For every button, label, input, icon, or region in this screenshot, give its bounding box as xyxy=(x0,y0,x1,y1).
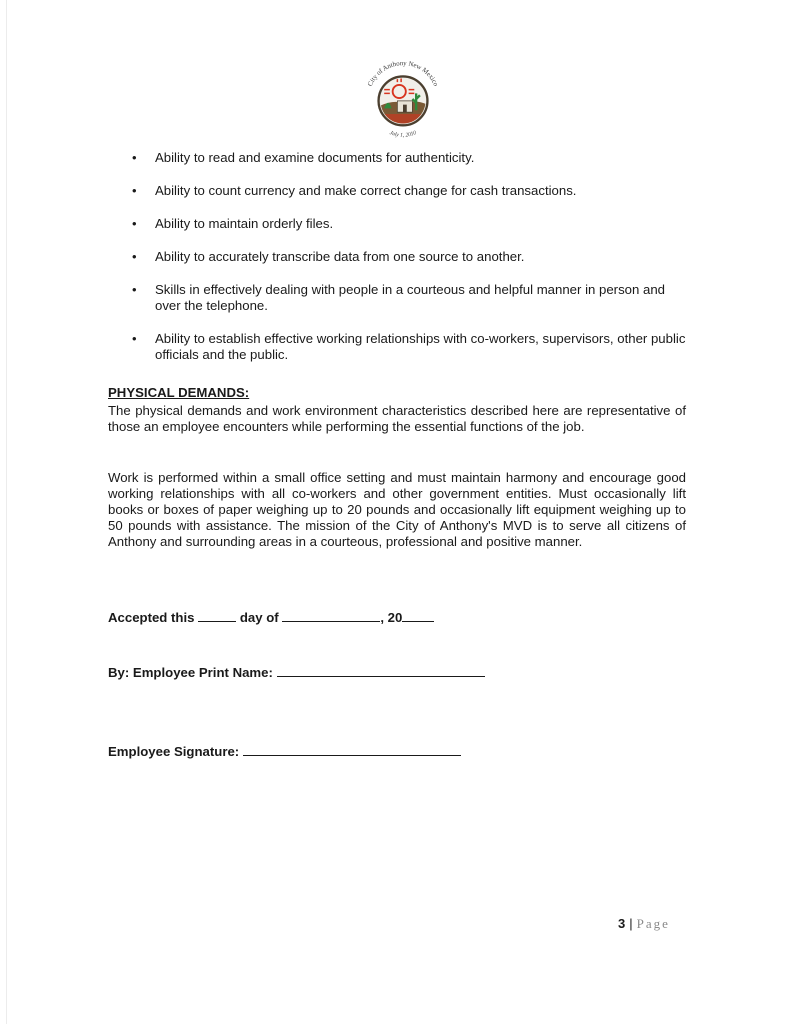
print-name-line xyxy=(108,664,485,681)
day-of-label: day of xyxy=(239,610,279,625)
signature-label: Employee Signature: xyxy=(108,744,240,759)
bullet-icon: • xyxy=(132,282,137,297)
list-item xyxy=(108,183,688,199)
list-item xyxy=(108,249,688,265)
page-number: 3 xyxy=(618,916,626,931)
list-item xyxy=(108,282,688,314)
physical-demands-paragraph-2: Work is performed within a small office setting and must maintain harmony and encourage good working relationships with all co-workers and other government entities. Must occasionally lift books or boxes of paper weighing up to 20 pounds and occasionally lift equipment weighing up to 50 pounds with assistance. The mission of the City of Anthony's MVD is to serve all citizens of Anthony and surrounding areas in a courteous, professional and positive manner. xyxy=(108,470,686,549)
ability-text: Ability to read and examine documents for authenticity. xyxy=(155,150,475,165)
page-word: Page xyxy=(636,916,670,931)
city-seal-logo xyxy=(356,52,450,146)
day-blank[interactable] xyxy=(198,609,236,622)
ability-text: Ability to count currency and make correct change for cash transactions. xyxy=(155,183,577,198)
bullet-icon: • xyxy=(132,216,137,231)
ability-text: Ability to establish effective working relationships with co-workers, supervisors, other public officials and the public. xyxy=(155,331,686,362)
print-name-blank[interactable] xyxy=(277,664,485,677)
list-item xyxy=(108,150,688,166)
page-footer xyxy=(618,916,670,932)
physical-demands-paragraph-1: The physical demands and work environment characteristics described here are representative of those an employee encounters while performing the essential functions of the job. xyxy=(108,403,686,434)
signature-line xyxy=(108,743,461,760)
year-prefix-label: , 20 xyxy=(380,610,403,625)
bullet-icon: • xyxy=(132,331,137,346)
bullet-icon: • xyxy=(132,249,137,264)
seal-arc-text: City of Anthony New Mexico xyxy=(366,60,440,88)
physical-demands-heading: PHYSICAL DEMANDS: xyxy=(108,385,250,400)
svg-text:July 1, 2010 xyxy=(389,130,418,139)
year-blank[interactable] xyxy=(402,609,434,622)
list-item xyxy=(108,216,688,232)
ability-text: Skills in effectively dealing with people in a courteous and helpful manner in person and over the telephone. xyxy=(155,282,665,313)
signature-blank[interactable] xyxy=(243,743,461,756)
ability-text: Ability to accurately transcribe data from one source to another. xyxy=(155,249,525,264)
month-blank[interactable] xyxy=(282,609,380,622)
footer-separator: | xyxy=(629,916,633,931)
ability-text: Ability to maintain orderly files. xyxy=(155,216,334,231)
print-name-label: By: Employee Print Name: xyxy=(108,665,273,680)
bullet-icon: • xyxy=(132,183,137,198)
abilities-list xyxy=(108,150,688,380)
seal-date-text: July 1, 2010 xyxy=(388,130,418,139)
accepted-this-label: Accepted this xyxy=(108,610,195,625)
page-edge xyxy=(6,0,7,1024)
list-item xyxy=(108,331,688,363)
acceptance-line xyxy=(108,609,434,626)
bullet-icon: • xyxy=(132,150,137,165)
